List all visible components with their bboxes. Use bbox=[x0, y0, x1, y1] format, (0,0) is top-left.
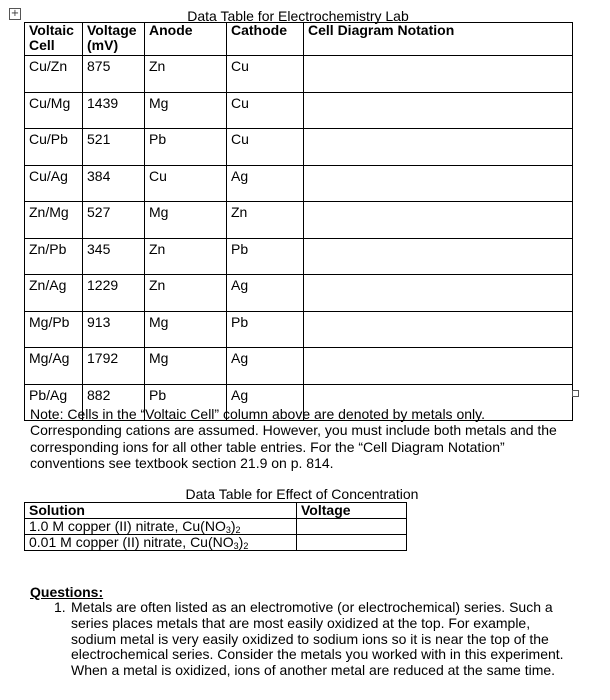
table-row bbox=[25, 238, 573, 275]
cell-notation[interactable] bbox=[304, 348, 573, 385]
cell-cathode[interactable]: Zn bbox=[227, 202, 304, 239]
subscript: 3 bbox=[225, 525, 231, 535]
solution-text: 0.01 M copper (II) nitrate, Cu(NO bbox=[29, 534, 234, 550]
cell-voltage[interactable]: 345 bbox=[83, 238, 145, 275]
cell-voltage[interactable]: 1792 bbox=[83, 348, 145, 385]
subscript: 3 bbox=[233, 541, 239, 551]
questions-heading: Questions: bbox=[30, 584, 104, 600]
table-row bbox=[25, 165, 573, 202]
cell-cathode[interactable]: Cu bbox=[227, 56, 304, 93]
cell-cathode[interactable]: Pb bbox=[227, 238, 304, 275]
cell-notation[interactable] bbox=[304, 275, 573, 312]
cell-voltage[interactable]: 913 bbox=[83, 311, 145, 348]
table-move-handle[interactable]: + bbox=[10, 8, 20, 19]
cell-anode[interactable]: Cu bbox=[145, 165, 227, 202]
subscript: 2 bbox=[235, 525, 241, 535]
questions-section bbox=[30, 584, 578, 679]
table-header-row bbox=[25, 503, 407, 519]
cell-notation[interactable] bbox=[304, 165, 573, 202]
table-row bbox=[25, 535, 407, 551]
cell-voltage[interactable]: 527 bbox=[83, 202, 145, 239]
electrochem-data-table bbox=[24, 22, 573, 421]
cell-cathode[interactable]: Ag bbox=[227, 275, 304, 312]
cell-cathode[interactable]: Ag bbox=[227, 384, 304, 421]
cell-voltage[interactable]: 875 bbox=[83, 56, 145, 93]
cell-solution[interactable] bbox=[25, 535, 297, 551]
table-row bbox=[25, 129, 573, 166]
cell-anode[interactable]: Pb bbox=[145, 384, 227, 421]
table-row bbox=[25, 92, 573, 129]
cell-voltaic-cell[interactable]: Mg/Pb bbox=[25, 311, 83, 348]
cell-voltage[interactable]: 882 bbox=[83, 384, 145, 421]
table-row bbox=[25, 202, 573, 239]
cell-voltaic-cell[interactable]: Cu/Ag bbox=[25, 165, 83, 202]
cell-cathode[interactable]: Ag bbox=[227, 348, 304, 385]
cell-voltage[interactable] bbox=[297, 535, 407, 551]
note-paragraph: Note: Cells in the “Voltaic Cell” column above are denoted by metals only. Corresponding cations are assumed. However, you must include both metals and the corresponding ions for all other table entries. For the “Cell Diagram Notation” conventions see textbook section 21.9 on p. 814. bbox=[30, 406, 557, 471]
cell-anode[interactable]: Mg bbox=[145, 348, 227, 385]
cell-voltage[interactable]: 1229 bbox=[83, 275, 145, 312]
table-row bbox=[25, 348, 573, 385]
cell-voltaic-cell[interactable]: Zn/Mg bbox=[25, 202, 83, 239]
cell-voltaic-cell[interactable]: Cu/Pb bbox=[25, 129, 83, 166]
cell-anode[interactable]: Pb bbox=[145, 129, 227, 166]
cell-anode[interactable]: Mg bbox=[145, 202, 227, 239]
cell-anode[interactable]: Mg bbox=[145, 92, 227, 129]
question-number: 1. bbox=[54, 599, 66, 615]
question-text: Metals are often listed as an electromotive (or electrochemical) series. Such a series places metals that are most easily oxidized at the top. For example, sodium metal is very easily oxidized to sodium ions so it is near the top of the electrochemical series. Consider the metals you worked with in this experiment. When a metal is oxidized, ions of another metal are reduced at the same time. bbox=[71, 599, 564, 679]
solution-text-suffix: ) bbox=[238, 534, 244, 550]
table-row bbox=[25, 275, 573, 312]
cell-cathode[interactable]: Pb bbox=[227, 311, 304, 348]
cell-voltage[interactable]: 521 bbox=[83, 129, 145, 166]
cell-voltage[interactable] bbox=[297, 519, 407, 535]
table-row bbox=[25, 519, 407, 535]
cell-voltaic-cell[interactable]: Cu/Zn bbox=[25, 56, 83, 93]
cell-cathode[interactable]: Ag bbox=[227, 165, 304, 202]
subscript: 2 bbox=[243, 541, 249, 551]
cell-notation[interactable] bbox=[304, 311, 573, 348]
cell-voltage[interactable]: 384 bbox=[83, 165, 145, 202]
concentration-data-table bbox=[24, 502, 407, 551]
cell-voltaic-cell[interactable]: Cu/Mg bbox=[25, 92, 83, 129]
concentration-table-title: Data Table for Effect of Concentration bbox=[185, 486, 419, 502]
cell-anode[interactable]: Zn bbox=[145, 275, 227, 312]
header-cell-diagram-notation: Cell Diagram Notation bbox=[304, 23, 573, 56]
header-voltage: Voltage (mV) bbox=[83, 23, 145, 56]
header-solution: Solution bbox=[25, 503, 297, 519]
table-row bbox=[25, 311, 573, 348]
header-voltage: Voltage bbox=[297, 503, 407, 519]
header-voltaic-cell: Voltaic Cell bbox=[25, 23, 83, 56]
solution-text: 1.0 M copper (II) nitrate, Cu(NO bbox=[29, 518, 226, 534]
cell-notation[interactable] bbox=[304, 56, 573, 93]
cell-voltaic-cell[interactable]: Mg/Ag bbox=[25, 348, 83, 385]
question-item bbox=[54, 600, 578, 679]
header-cathode: Cathode bbox=[227, 23, 304, 56]
cell-notation[interactable] bbox=[304, 202, 573, 239]
cell-anode[interactable]: Mg bbox=[145, 311, 227, 348]
cell-voltaic-cell[interactable]: Zn/Pb bbox=[25, 238, 83, 275]
electrochem-table-title: Data Table for Electrochemistry Lab bbox=[187, 8, 409, 24]
cell-voltaic-cell[interactable]: Pb/Ag bbox=[25, 384, 83, 421]
cell-notation[interactable] bbox=[304, 129, 573, 166]
header-anode: Anode bbox=[145, 23, 227, 56]
cell-voltaic-cell[interactable]: Zn/Ag bbox=[25, 275, 83, 312]
cell-anode[interactable]: Zn bbox=[145, 238, 227, 275]
cell-voltage[interactable]: 1439 bbox=[83, 92, 145, 129]
solution-text-suffix: ) bbox=[230, 518, 236, 534]
cell-notation[interactable] bbox=[304, 238, 573, 275]
cell-solution[interactable] bbox=[25, 519, 297, 535]
table-row bbox=[25, 56, 573, 93]
cell-cathode[interactable]: Cu bbox=[227, 129, 304, 166]
cell-cathode[interactable]: Cu bbox=[227, 92, 304, 129]
cell-notation[interactable] bbox=[304, 92, 573, 129]
cell-anode[interactable]: Zn bbox=[145, 56, 227, 93]
table-header-row bbox=[25, 23, 573, 56]
table-resize-handle[interactable] bbox=[572, 390, 579, 397]
